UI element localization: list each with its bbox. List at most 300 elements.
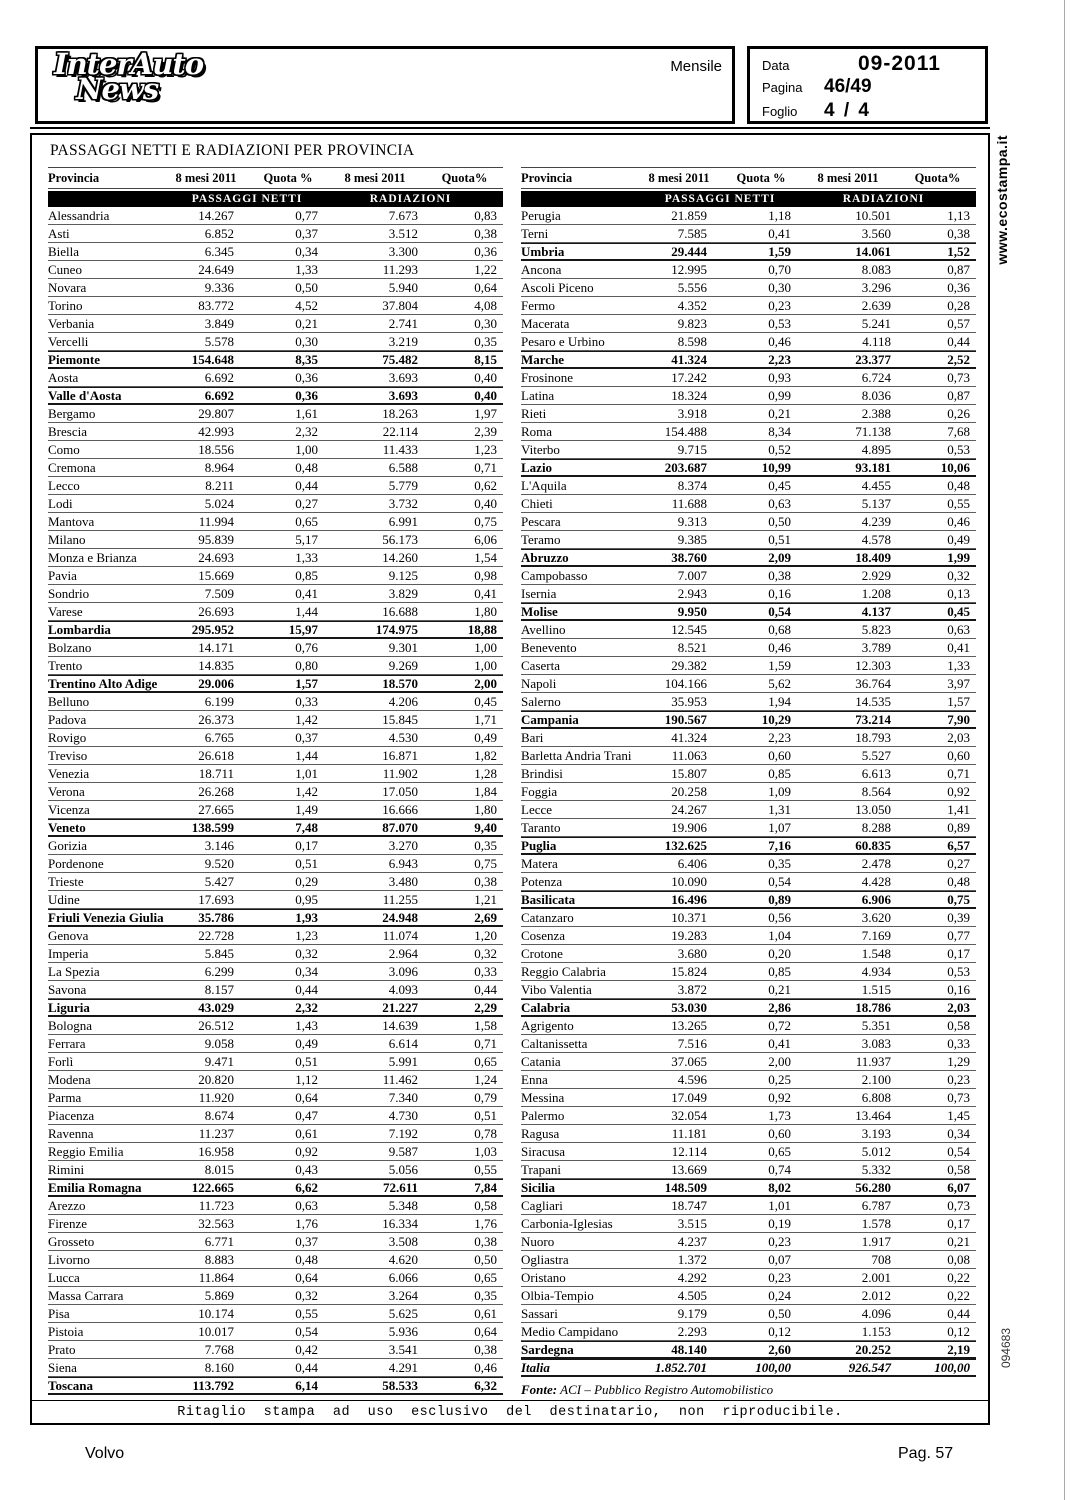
province-cell: Sassari bbox=[521, 1305, 558, 1321]
value-cell: 6.808 bbox=[861, 1089, 891, 1105]
foglio-value: 4 / 4 bbox=[824, 100, 871, 121]
value-cell: 0,45 bbox=[474, 693, 497, 709]
table-row bbox=[521, 1341, 976, 1359]
value-cell: 0,38 bbox=[474, 225, 497, 241]
value-cell: 10.501 bbox=[855, 207, 891, 223]
province-cell: Nuoro bbox=[521, 1233, 555, 1249]
province-cell: Pistoia bbox=[48, 1323, 84, 1339]
province-cell: Campania bbox=[521, 711, 579, 727]
value-cell: 0,35 bbox=[474, 1287, 497, 1303]
province-cell: Barletta Andria Trani bbox=[521, 747, 632, 763]
table-row bbox=[521, 585, 976, 603]
province-cell: Salerno bbox=[521, 693, 561, 709]
value-cell: 7,84 bbox=[474, 1179, 497, 1195]
value-cell: 9.385 bbox=[677, 531, 707, 547]
table-row bbox=[521, 441, 976, 459]
value-cell: 2,29 bbox=[474, 999, 497, 1015]
value-cell: 2.478 bbox=[861, 855, 891, 871]
value-cell: 5,17 bbox=[295, 531, 318, 547]
value-cell: 0,21 bbox=[768, 405, 791, 421]
value-cell: 6.852 bbox=[204, 225, 234, 241]
value-cell: 2,60 bbox=[768, 1341, 791, 1357]
value-cell: 5.779 bbox=[388, 477, 418, 493]
province-cell: Ogliastra bbox=[521, 1251, 569, 1267]
table-row bbox=[521, 909, 976, 927]
value-cell: 8.674 bbox=[204, 1107, 234, 1123]
table-row bbox=[521, 351, 976, 369]
value-cell: 5.527 bbox=[861, 747, 891, 763]
value-cell: 8.160 bbox=[204, 1359, 234, 1375]
value-cell: 3.849 bbox=[204, 315, 234, 331]
province-cell: Valle d'Aosta bbox=[48, 387, 122, 403]
table-row bbox=[48, 513, 503, 531]
province-cell: Reggio Emilia bbox=[48, 1143, 124, 1159]
value-cell: 0,73 bbox=[947, 369, 970, 385]
value-cell: 6,32 bbox=[474, 1377, 497, 1393]
value-cell: 5.578 bbox=[204, 333, 234, 349]
value-cell: 1,22 bbox=[474, 261, 497, 277]
value-cell: 1,24 bbox=[474, 1071, 497, 1087]
value-cell: 0,22 bbox=[947, 1269, 970, 1285]
table-row bbox=[48, 1377, 503, 1395]
value-cell: 0,32 bbox=[295, 945, 318, 961]
value-cell: 9.587 bbox=[388, 1143, 418, 1159]
value-cell: 0,53 bbox=[768, 315, 791, 331]
table-row bbox=[48, 1179, 503, 1197]
value-cell: 18.324 bbox=[671, 387, 707, 403]
province-cell: Puglia bbox=[521, 837, 557, 853]
table-row bbox=[521, 369, 976, 387]
value-cell: 3.693 bbox=[388, 387, 418, 403]
value-cell: 0,37 bbox=[295, 1233, 318, 1249]
value-cell: 3.146 bbox=[204, 837, 234, 853]
value-cell: 0,64 bbox=[295, 1269, 318, 1285]
province-cell: Treviso bbox=[48, 747, 88, 763]
value-cell: 6.066 bbox=[388, 1269, 418, 1285]
table-row bbox=[48, 927, 503, 945]
value-cell: 7.509 bbox=[204, 585, 234, 601]
value-cell: 5.936 bbox=[388, 1323, 418, 1339]
value-cell: 0,58 bbox=[947, 1161, 970, 1177]
value-cell: 0,72 bbox=[768, 1017, 791, 1033]
value-cell: 0,40 bbox=[474, 495, 497, 511]
province-cell: Campobasso bbox=[521, 567, 588, 583]
table-row bbox=[48, 891, 503, 909]
value-cell: 0,64 bbox=[474, 1323, 497, 1339]
value-cell: 43.029 bbox=[198, 999, 234, 1015]
value-cell: 11.074 bbox=[382, 927, 418, 943]
table-row bbox=[48, 225, 503, 243]
value-cell: 1,09 bbox=[768, 783, 791, 799]
value-cell: 0,35 bbox=[768, 855, 791, 871]
table-left bbox=[48, 167, 503, 1398]
value-cell: 0,49 bbox=[947, 531, 970, 547]
value-cell: 1,01 bbox=[295, 765, 318, 781]
value-cell: 0,49 bbox=[474, 729, 497, 745]
value-cell: 11.237 bbox=[198, 1125, 234, 1141]
province-cell: Verona bbox=[48, 783, 85, 799]
table-row bbox=[521, 729, 976, 747]
value-cell: 0,41 bbox=[768, 225, 791, 241]
value-cell: 2.741 bbox=[388, 315, 418, 331]
value-cell: 14.535 bbox=[855, 693, 891, 709]
value-cell: 7,16 bbox=[768, 837, 791, 853]
col-provincia: Provincia bbox=[521, 170, 573, 185]
province-cell: Lombardia bbox=[48, 621, 111, 637]
value-cell: 6,14 bbox=[295, 1377, 318, 1393]
province-cell: Massa Carrara bbox=[48, 1287, 124, 1303]
value-cell: 0,16 bbox=[768, 585, 791, 601]
value-cell: 38.760 bbox=[671, 549, 707, 565]
value-cell: 1,94 bbox=[768, 693, 791, 709]
value-cell: 6.771 bbox=[204, 1233, 234, 1249]
table-row bbox=[48, 441, 503, 459]
province-cell: Sondrio bbox=[48, 585, 90, 601]
province-cell: Trentino Alto Adige bbox=[48, 675, 158, 691]
value-cell: 32.054 bbox=[671, 1107, 707, 1123]
value-cell: 7.340 bbox=[388, 1089, 418, 1105]
table-row bbox=[48, 1161, 503, 1179]
table-row bbox=[521, 1269, 976, 1287]
col-quota-radiazioni: Quota% bbox=[441, 170, 488, 185]
value-cell: 24.948 bbox=[382, 909, 418, 925]
value-cell: 0,54 bbox=[947, 1143, 970, 1159]
col-quota-radiazioni: Quota% bbox=[914, 170, 961, 185]
province-cell: Udine bbox=[48, 891, 80, 907]
table-row bbox=[521, 819, 976, 837]
value-cell: 1,23 bbox=[295, 927, 318, 943]
province-cell: La Spezia bbox=[48, 963, 100, 979]
value-cell: 22.114 bbox=[382, 423, 418, 439]
value-cell: 22.728 bbox=[198, 927, 234, 943]
value-cell: 4.118 bbox=[862, 333, 891, 349]
value-cell: 0,56 bbox=[768, 909, 791, 925]
province-cell: Marche bbox=[521, 351, 565, 367]
table-row bbox=[48, 873, 503, 891]
value-cell: 5,62 bbox=[768, 675, 791, 691]
table-row bbox=[521, 1107, 976, 1125]
value-cell: 17.242 bbox=[671, 369, 707, 385]
value-cell: 9.520 bbox=[204, 855, 234, 871]
value-cell: 4.730 bbox=[388, 1107, 418, 1123]
province-cell: Varese bbox=[48, 603, 83, 619]
province-cell: Cremona bbox=[48, 459, 96, 475]
table-row bbox=[521, 477, 976, 495]
value-cell: 1,33 bbox=[947, 657, 970, 673]
table-row bbox=[48, 747, 503, 765]
table-row bbox=[48, 369, 503, 387]
table-row bbox=[521, 693, 976, 711]
value-cell: 1,84 bbox=[474, 783, 497, 799]
value-cell: 0,61 bbox=[295, 1125, 318, 1141]
table-row bbox=[521, 297, 976, 315]
table-row bbox=[48, 1305, 503, 1323]
value-cell: 7.516 bbox=[677, 1035, 707, 1051]
value-cell: 0,92 bbox=[768, 1089, 791, 1105]
table-row bbox=[521, 945, 976, 963]
foglio-label: Foglio bbox=[762, 104, 798, 119]
value-cell: 4.505 bbox=[677, 1287, 707, 1303]
value-cell: 0,25 bbox=[768, 1071, 791, 1087]
value-cell: 23.377 bbox=[855, 351, 891, 367]
value-cell: 5.056 bbox=[388, 1161, 418, 1177]
table-right bbox=[521, 167, 976, 1398]
value-cell: 0,08 bbox=[947, 1251, 970, 1267]
value-cell: 0,33 bbox=[947, 1035, 970, 1051]
value-cell: 10,99 bbox=[761, 459, 791, 475]
value-cell: 4.096 bbox=[861, 1305, 891, 1321]
value-cell: 16.334 bbox=[382, 1215, 418, 1231]
value-cell: 9.715 bbox=[677, 441, 707, 457]
value-cell: 0,87 bbox=[947, 387, 970, 403]
value-cell: 0,43 bbox=[295, 1161, 318, 1177]
value-cell: 0,60 bbox=[947, 747, 970, 763]
value-cell: 6.613 bbox=[861, 765, 891, 781]
value-cell: 18.263 bbox=[382, 405, 418, 421]
value-cell: 15.824 bbox=[671, 963, 707, 979]
value-cell: 6.345 bbox=[204, 243, 234, 259]
value-cell: 8.157 bbox=[204, 981, 234, 997]
value-cell: 7.673 bbox=[388, 207, 418, 223]
value-cell: 13.464 bbox=[855, 1107, 891, 1123]
value-cell: 17.049 bbox=[671, 1089, 707, 1105]
value-cell: 14.835 bbox=[198, 657, 234, 673]
value-cell: 1.515 bbox=[861, 981, 891, 997]
province-cell: Vercelli bbox=[48, 333, 89, 349]
value-cell: 0,20 bbox=[768, 945, 791, 961]
province-cell: Asti bbox=[48, 225, 70, 241]
value-cell: 6,07 bbox=[947, 1179, 970, 1195]
value-cell: 37.065 bbox=[671, 1053, 707, 1069]
value-cell: 11.433 bbox=[382, 441, 418, 457]
value-cell: 2.001 bbox=[861, 1269, 891, 1285]
table-row bbox=[521, 1233, 976, 1251]
value-cell: 8.211 bbox=[205, 477, 234, 493]
value-cell: 0,42 bbox=[295, 1341, 318, 1357]
table-row bbox=[48, 603, 503, 621]
table-row bbox=[521, 639, 976, 657]
meta-box bbox=[747, 46, 988, 124]
value-cell: 41.324 bbox=[671, 351, 707, 367]
col-quota-passaggi: Quota % bbox=[263, 170, 313, 185]
value-cell: 56.173 bbox=[382, 531, 418, 547]
table-row bbox=[521, 675, 976, 693]
value-cell: 0,51 bbox=[474, 1107, 497, 1123]
value-cell: 56.280 bbox=[855, 1179, 891, 1195]
value-cell: 24.267 bbox=[671, 801, 707, 817]
province-cell: Ragusa bbox=[521, 1125, 560, 1141]
table-row bbox=[521, 1179, 976, 1197]
value-cell: 2,09 bbox=[768, 549, 791, 565]
value-cell: 0,63 bbox=[295, 1197, 318, 1213]
value-cell: 2,52 bbox=[947, 351, 970, 367]
value-cell: 0,41 bbox=[295, 585, 318, 601]
value-cell: 0,26 bbox=[947, 405, 970, 421]
value-cell: 1,42 bbox=[295, 783, 318, 799]
value-cell: 2,00 bbox=[474, 675, 497, 691]
province-cell: Milano bbox=[48, 531, 86, 547]
value-cell: 0,12 bbox=[768, 1323, 791, 1339]
table-row bbox=[48, 207, 503, 225]
value-cell: 10.090 bbox=[671, 873, 707, 889]
value-cell: 4.596 bbox=[677, 1071, 707, 1087]
province-cell: Napoli bbox=[521, 675, 557, 691]
value-cell: 9.336 bbox=[204, 279, 234, 295]
value-cell: 4.137 bbox=[861, 603, 891, 619]
value-cell: 6,57 bbox=[947, 837, 970, 853]
value-cell: 58.533 bbox=[382, 1377, 418, 1393]
value-cell: 1,44 bbox=[295, 747, 318, 763]
value-cell: 4.428 bbox=[861, 873, 891, 889]
province-cell: L'Aquila bbox=[521, 477, 567, 493]
value-cell: 19.906 bbox=[671, 819, 707, 835]
table-row bbox=[521, 1197, 976, 1215]
table-row bbox=[521, 1143, 976, 1161]
value-cell: 0,54 bbox=[295, 1323, 318, 1339]
value-cell: 0,39 bbox=[947, 909, 970, 925]
province-cell: Cagliari bbox=[521, 1197, 563, 1213]
value-cell: 5.137 bbox=[861, 495, 891, 511]
table-row bbox=[521, 621, 976, 639]
value-cell: 53.030 bbox=[671, 999, 707, 1015]
province-cell: Medio Campidano bbox=[521, 1323, 619, 1339]
value-cell: 6,62 bbox=[295, 1179, 318, 1195]
table-row bbox=[48, 279, 503, 297]
frequency-label: Mensile bbox=[670, 58, 722, 75]
value-cell: 1,76 bbox=[295, 1215, 318, 1231]
value-cell: 0,78 bbox=[474, 1125, 497, 1141]
value-cell: 72.611 bbox=[382, 1179, 418, 1195]
value-cell: 1,41 bbox=[947, 801, 970, 817]
value-cell: 0,65 bbox=[474, 1269, 497, 1285]
value-cell: 87.070 bbox=[382, 819, 418, 835]
value-cell: 6.588 bbox=[388, 459, 418, 475]
value-cell: 1,33 bbox=[295, 549, 318, 565]
value-cell: 12.303 bbox=[855, 657, 891, 673]
value-cell: 2,86 bbox=[768, 999, 791, 1015]
value-cell: 2.964 bbox=[388, 945, 418, 961]
province-cell: Pordenone bbox=[48, 855, 104, 871]
province-cell: Foggia bbox=[521, 783, 558, 799]
value-cell: 0,40 bbox=[474, 369, 497, 385]
value-cell: 0,85 bbox=[768, 765, 791, 781]
value-cell: 0,71 bbox=[474, 459, 497, 475]
meta-row-foglio bbox=[762, 100, 985, 124]
value-cell: 42.993 bbox=[198, 423, 234, 439]
value-cell: 9.471 bbox=[204, 1053, 234, 1069]
value-cell: 0,36 bbox=[947, 279, 970, 295]
value-cell: 4.239 bbox=[861, 513, 891, 529]
value-cell: 1,97 bbox=[474, 405, 497, 421]
table-row bbox=[521, 747, 976, 765]
province-cell: Lodi bbox=[48, 495, 73, 511]
province-cell: Toscana bbox=[48, 1377, 94, 1393]
value-cell: 0,23 bbox=[768, 1233, 791, 1249]
value-cell: 3.515 bbox=[677, 1215, 707, 1231]
table-row bbox=[521, 243, 976, 261]
clipping-frame bbox=[30, 133, 990, 1425]
value-cell: 1,20 bbox=[474, 927, 497, 943]
table-right-body bbox=[521, 207, 976, 1377]
value-cell: 174.975 bbox=[375, 621, 418, 637]
value-cell: 1,52 bbox=[947, 243, 970, 259]
value-cell: 9.125 bbox=[388, 567, 418, 583]
value-cell: 4.620 bbox=[388, 1251, 418, 1267]
value-cell: 0,29 bbox=[295, 873, 318, 889]
col-8mesi-radiazioni: 8 mesi 2011 bbox=[344, 170, 406, 185]
value-cell: 2,32 bbox=[295, 999, 318, 1015]
value-cell: 8,35 bbox=[295, 351, 318, 367]
value-cell: 2.293 bbox=[677, 1323, 707, 1339]
province-cell: Emilia Romagna bbox=[48, 1179, 142, 1195]
province-cell: Verbania bbox=[48, 315, 95, 331]
province-cell: Imperia bbox=[48, 945, 89, 961]
value-cell: 1,01 bbox=[768, 1197, 791, 1213]
table-row bbox=[521, 513, 976, 531]
value-cell: 1,13 bbox=[947, 207, 970, 223]
province-cell: Forlì bbox=[48, 1053, 74, 1069]
meta-row-pagina bbox=[762, 76, 985, 100]
table-row bbox=[521, 549, 976, 567]
province-cell: Palermo bbox=[521, 1107, 565, 1123]
value-cell: 4.934 bbox=[861, 963, 891, 979]
value-cell: 2.639 bbox=[861, 297, 891, 313]
table-row bbox=[521, 1359, 976, 1377]
meta-row-data bbox=[762, 52, 985, 76]
value-cell: 0,38 bbox=[947, 225, 970, 241]
value-cell: 12.995 bbox=[671, 261, 707, 277]
province-cell: Liguria bbox=[48, 999, 90, 1015]
table-row bbox=[48, 693, 503, 711]
col-8mesi-passaggi: 8 mesi 2011 bbox=[648, 170, 710, 185]
value-cell: 2.100 bbox=[861, 1071, 891, 1087]
table-row bbox=[521, 261, 976, 279]
group-radiazioni: RADIAZIONI bbox=[842, 193, 925, 205]
data-label: Data bbox=[762, 58, 790, 73]
province-cell: Firenze bbox=[48, 1215, 87, 1231]
province-cell: Perugia bbox=[521, 207, 561, 223]
value-cell: 1,93 bbox=[295, 909, 318, 925]
value-cell: 21.227 bbox=[382, 999, 418, 1015]
value-cell: 0,44 bbox=[295, 477, 318, 493]
value-cell: 0,37 bbox=[295, 225, 318, 241]
province-cell: Belluno bbox=[48, 693, 90, 709]
value-cell: 0,07 bbox=[768, 1251, 791, 1267]
value-cell: 132.625 bbox=[664, 837, 707, 853]
province-cell: Genova bbox=[48, 927, 89, 943]
clipping-code: 094683 bbox=[999, 1328, 1013, 1369]
table-row bbox=[521, 279, 976, 297]
value-cell: 0,34 bbox=[295, 963, 318, 979]
table-row bbox=[48, 531, 503, 549]
value-cell: 0,33 bbox=[474, 963, 497, 979]
table-row bbox=[48, 423, 503, 441]
value-cell: 7,68 bbox=[947, 423, 970, 439]
value-cell: 14.260 bbox=[382, 549, 418, 565]
province-cell: Veneto bbox=[48, 819, 86, 835]
value-cell: 1,80 bbox=[474, 801, 497, 817]
value-cell: 15.807 bbox=[671, 765, 707, 781]
value-cell: 0,51 bbox=[768, 531, 791, 547]
value-cell: 0,23 bbox=[768, 1269, 791, 1285]
value-cell: 0,77 bbox=[947, 927, 970, 943]
value-cell: 4.291 bbox=[388, 1359, 418, 1375]
table-row bbox=[521, 531, 976, 549]
value-cell: 100,00 bbox=[934, 1359, 970, 1375]
value-cell: 8.964 bbox=[204, 459, 234, 475]
table-left-header bbox=[48, 167, 503, 189]
province-cell: Lazio bbox=[521, 459, 553, 475]
